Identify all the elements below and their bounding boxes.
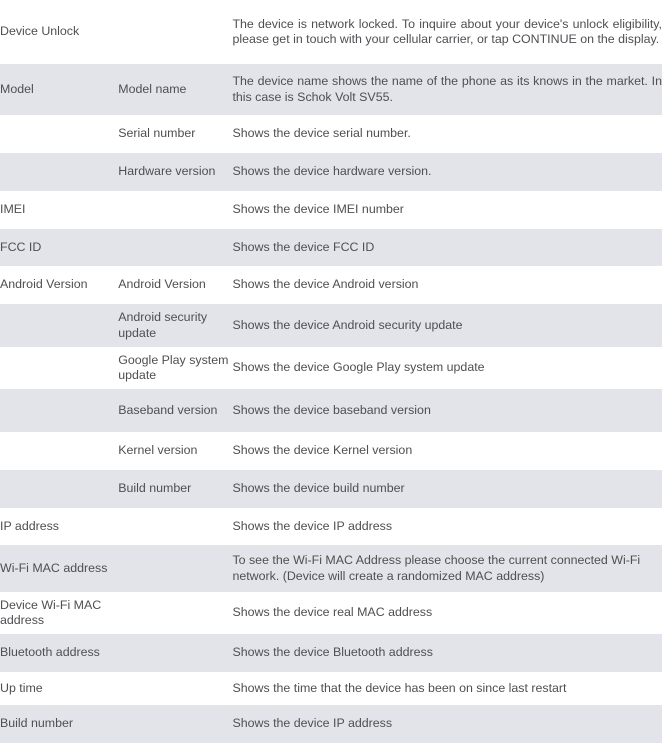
row-category-cell	[0, 0, 118, 64]
row-description-text: Shows the device real MAC address	[232, 605, 433, 620]
row-category-label: Device Wi-Fi MAC address	[0, 597, 102, 627]
row-category-cell	[0, 64, 118, 115]
row-category-label: Model	[0, 81, 34, 96]
row-category-label	[0, 347, 118, 389]
row-category-cell	[0, 266, 118, 304]
row-description-text: Shows the device FCC ID	[232, 239, 375, 254]
table-row	[0, 592, 662, 634]
row-description-cell	[232, 432, 662, 470]
row-description-cell	[232, 0, 662, 64]
table-row	[0, 545, 662, 592]
row-subitem-cell	[118, 229, 232, 266]
row-description-cell	[232, 347, 662, 389]
table-row	[0, 304, 662, 347]
row-category-label: Bluetooth address	[0, 645, 100, 660]
row-description-cell	[232, 508, 662, 545]
row-category-cell	[0, 347, 118, 389]
row-subitem-label: Build number	[118, 481, 192, 496]
row-description-text: To see the Wi-Fi MAC Address please choose the current connected Wi-Fi network. (Device will create a randomized MAC address)	[232, 553, 641, 583]
row-category-label	[0, 153, 118, 191]
row-subitem-label: Android security update	[118, 310, 208, 340]
table-row	[0, 266, 662, 304]
row-category-cell	[0, 191, 118, 229]
row-subitem-cell	[118, 347, 232, 389]
table-row	[0, 347, 662, 389]
bottom-spacer	[0, 743, 662, 750]
row-subitem-cell	[118, 389, 232, 432]
row-category-cell	[0, 705, 118, 743]
table-row	[0, 64, 662, 115]
row-description-text: Shows the device Android security update	[232, 317, 463, 332]
row-subitem-cell	[118, 266, 232, 304]
row-category-cell	[0, 115, 118, 153]
row-category-cell	[0, 153, 118, 191]
row-subitem-label: Baseband version	[118, 402, 218, 417]
row-subitem-cell	[118, 191, 232, 229]
row-category-cell	[0, 634, 118, 672]
row-subitem-cell	[118, 508, 232, 545]
row-description-text: Shows the device IMEI number	[232, 202, 404, 217]
row-subitem-cell	[118, 672, 232, 705]
table-row	[0, 470, 662, 508]
row-description-text: Shows the device build number	[232, 481, 405, 496]
table-row	[0, 0, 662, 64]
row-category-label: Wi-Fi MAC address	[0, 560, 108, 575]
table-row	[0, 153, 662, 191]
row-category-cell	[0, 672, 118, 705]
row-description-cell	[232, 470, 662, 508]
row-description-cell	[232, 153, 662, 191]
table-row	[0, 634, 662, 672]
row-category-label: Device Unlock	[0, 24, 80, 39]
row-description-cell	[232, 545, 662, 592]
row-description-text: Shows the device Bluetooth address	[232, 645, 433, 660]
row-category-cell	[0, 592, 118, 634]
row-description-text: Shows the time that the device has been on since last restart	[232, 680, 567, 695]
row-category-label: FCC ID	[0, 239, 42, 254]
row-description-text: The device is network locked. To inquire about your device's unlock eligibility, please get in touch with your cellular carrier, or tap CONTINUE on the display.	[232, 16, 662, 46]
row-subitem-cell	[118, 592, 232, 634]
row-description-text: Shows the device baseband version	[232, 402, 431, 417]
row-category-label	[0, 115, 118, 153]
row-description-text: The device name shows the name of the phone as its knows in the market. In this case is Schok Volt SV55.	[232, 74, 662, 104]
table-row	[0, 229, 662, 266]
row-category-cell	[0, 545, 118, 592]
row-description-cell	[232, 634, 662, 672]
row-description-cell	[232, 229, 662, 266]
row-category-label: IP address	[0, 518, 60, 533]
row-subitem-cell	[118, 545, 232, 592]
row-category-cell	[0, 432, 118, 470]
row-subitem-cell	[118, 432, 232, 470]
row-category-cell	[0, 508, 118, 545]
row-category-label	[0, 389, 118, 432]
row-subitem-cell	[118, 153, 232, 191]
row-category-label: Android Version	[0, 277, 88, 292]
table-row	[0, 672, 662, 705]
row-description-cell	[232, 304, 662, 347]
row-subitem-cell	[118, 705, 232, 743]
row-subitem-label: Kernel version	[118, 443, 198, 458]
row-subitem-cell	[118, 470, 232, 508]
row-description-cell	[232, 705, 662, 743]
row-subitem-cell	[118, 64, 232, 115]
row-category-cell	[0, 470, 118, 508]
row-description-cell	[232, 672, 662, 705]
row-subitem-cell	[118, 634, 232, 672]
row-subitem-label: Model name	[118, 81, 187, 96]
row-category-cell	[0, 229, 118, 266]
row-description-text: Shows the device Kernel version	[232, 443, 413, 458]
table-row	[0, 705, 662, 743]
row-category-label	[0, 470, 118, 508]
row-category-label: Build number	[0, 716, 74, 731]
row-subitem-label: Hardware version	[118, 164, 216, 179]
table-row	[0, 191, 662, 229]
row-subitem-label: Google Play system update	[118, 352, 229, 382]
row-category-label	[0, 304, 118, 347]
row-description-cell	[232, 266, 662, 304]
row-category-cell	[0, 304, 118, 347]
row-description-cell	[232, 389, 662, 432]
row-subitem-label: Serial number	[118, 126, 196, 141]
row-description-cell	[232, 115, 662, 153]
row-subitem-cell	[118, 115, 232, 153]
row-category-label: Up time	[0, 680, 43, 695]
table-row	[0, 432, 662, 470]
row-description-cell	[232, 191, 662, 229]
row-description-text: Shows the device serial number.	[232, 126, 411, 141]
row-subitem-label: Android Version	[118, 277, 206, 292]
row-description-text: Shows the device IP address	[232, 518, 393, 533]
row-subitem-cell	[118, 304, 232, 347]
row-description-text: Shows the device hardware version.	[232, 164, 432, 179]
row-subitem-cell	[118, 0, 232, 64]
table-row	[0, 389, 662, 432]
row-category-label: IMEI	[0, 202, 26, 217]
row-description-cell	[232, 592, 662, 634]
row-description-text: Shows the device IP address	[232, 716, 393, 731]
table-row	[0, 115, 662, 153]
table-row	[0, 508, 662, 545]
row-description-cell	[232, 64, 662, 115]
row-category-cell	[0, 389, 118, 432]
row-description-text: Shows the device Android version	[232, 277, 419, 292]
row-category-label	[0, 432, 118, 470]
row-description-text: Shows the device Google Play system update	[232, 360, 485, 375]
